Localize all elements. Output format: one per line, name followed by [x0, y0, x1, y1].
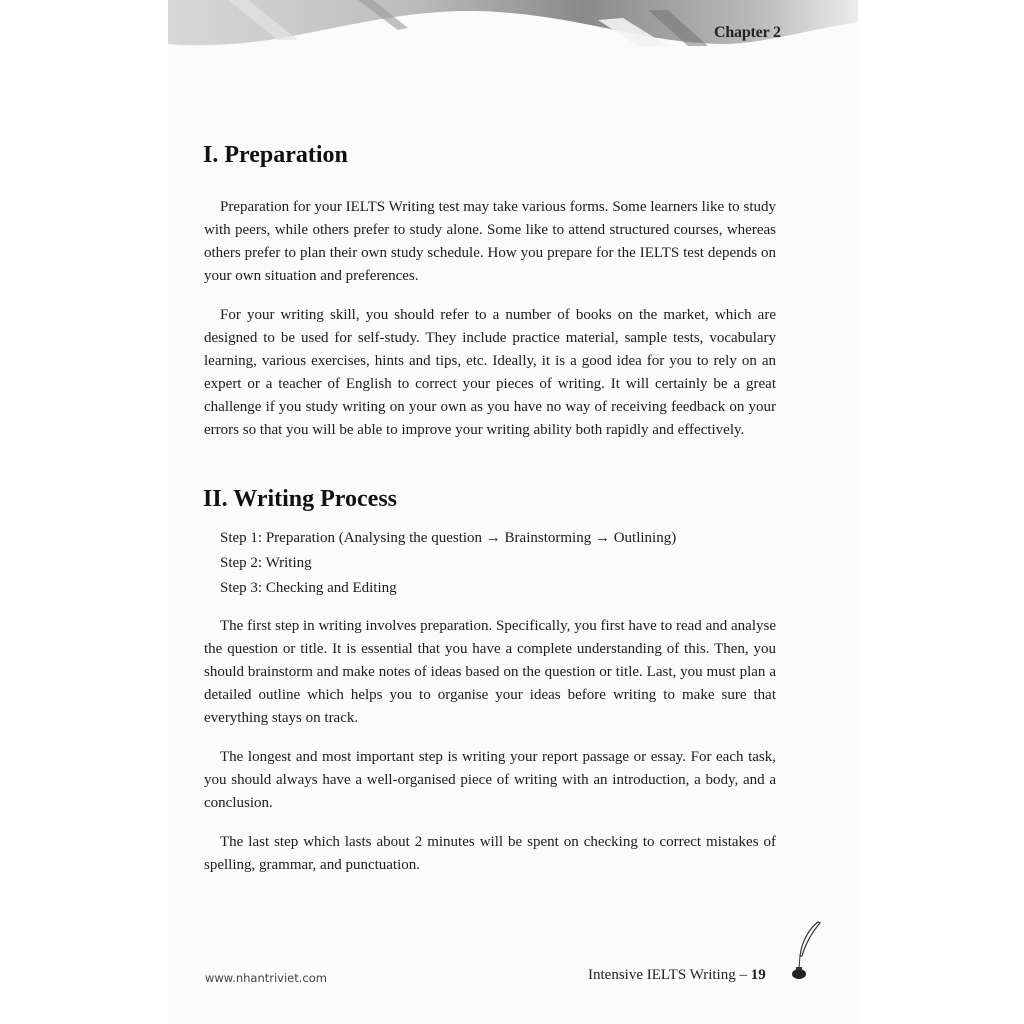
- step-item: Step 2: Writing: [220, 555, 312, 571]
- page-number: 19: [750, 967, 766, 983]
- quill-inkpot-icon: [788, 920, 824, 987]
- step-item: Step 1: Preparation (Analysing the question → Brainstorming → Outlining): [220, 530, 677, 546]
- paragraph-writing-process-1: The first step in writing involves preparation. Specifically, you first have to read and analyse the question or title. It is essential that you have a complete understanding of this. Then, you should brainstorm and make notes of ideas based on the question or title. Last, you must plan a detailed outline which helps you to organise your ideas before writing to make sure that everything stays on track.: [204, 618, 776, 726]
- section-heading-preparation: I. Preparation: [203, 142, 348, 168]
- step-item: Step 3: Checking and Editing: [220, 580, 397, 596]
- steps-list: [220, 526, 676, 601]
- paragraph-writing-process-3: The last step which lasts about 2 minutes will be spent on checking to correct mistakes of spelling, grammar, and punctuation.: [204, 834, 776, 873]
- paragraph-writing-process-2: The longest and most important step is writing your report passage or essay. For each task, you should always have a well-organised piece of writing with an introduction, a body, and a conclusion.: [204, 749, 776, 811]
- section-heading-writing-process: II. Writing Process: [203, 486, 398, 512]
- book-title-text: Intensive IELTS Writing –: [588, 967, 751, 983]
- paragraph-preparation-1: Preparation for your IELTS Writing test may take various forms. Some learners like to study with peers, while others prefer to study alone. Some like to attend structured courses, whereas others prefer to plan their own study schedule. How you prepare for the IELTS test depends on your own situation and preferences.: [204, 199, 776, 284]
- chapter-label: Chapter 2: [714, 24, 781, 41]
- paragraph-preparation-2: For your writing skill, you should refer to a number of books on the market, which are designed to be used for self-study. They include practice material, sample tests, vocabulary learning, various exercises, hints and tips, etc. Ideally, it is a good idea for you to rely on an expert or a teacher of English to correct your pieces of writing. It will certainly be a great challenge if you study writing on your own as you have no way of receiving feedback on your errors so that you will be able to improve your writing ability both rapidly and effectively.: [204, 307, 776, 438]
- footer-book-title: [588, 967, 766, 984]
- footer-website-link[interactable]: www.nhantriviet.com: [205, 971, 327, 985]
